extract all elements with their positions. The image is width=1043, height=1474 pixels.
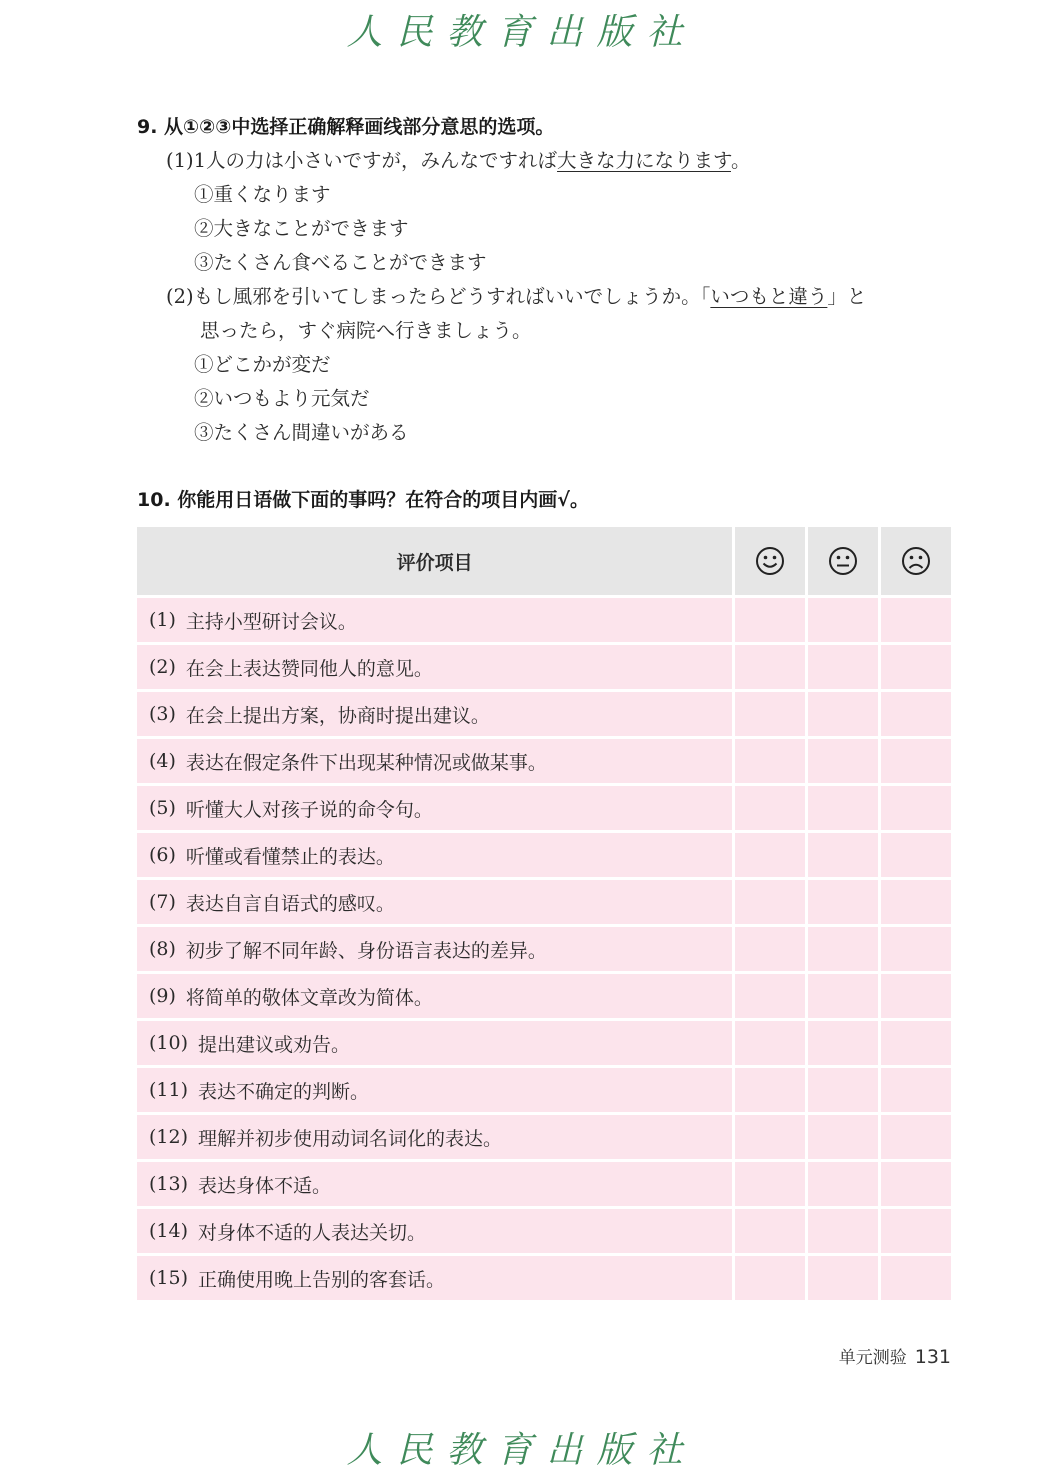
neutral-face-icon	[828, 546, 858, 576]
q9-part1-underlined: 大きな力になります	[557, 149, 731, 172]
check-cell-poor[interactable]	[881, 1162, 951, 1206]
page-footer	[839, 1343, 951, 1368]
check-cell-good[interactable]	[735, 598, 805, 642]
check-cell-good[interactable]	[735, 880, 805, 924]
check-cell-good[interactable]	[735, 1021, 805, 1065]
check-cell-poor[interactable]	[881, 927, 951, 971]
check-cell-ok[interactable]	[808, 786, 878, 830]
check-cell-poor[interactable]	[881, 1256, 951, 1300]
check-cell-ok[interactable]	[808, 598, 878, 642]
item-label: (2) 在会上表达赞同他人的意见。	[137, 645, 732, 689]
item-label: (4) 表达在假定条件下出现某种情况或做某事。	[137, 739, 732, 783]
check-cell-good[interactable]	[735, 1162, 805, 1206]
item-label: (15) 正确使用晚上告别的客套话。	[137, 1256, 732, 1300]
check-cell-ok[interactable]	[808, 1115, 878, 1159]
q9-part2-option-3: ③たくさん間違いがある	[194, 421, 409, 444]
question-10-title: 10. 你能用日语做下面的事吗？在符合的项目内画√。	[137, 489, 589, 511]
check-cell-ok[interactable]	[808, 692, 878, 736]
check-cell-ok[interactable]	[808, 927, 878, 971]
q9-part1-sentence: (1)1人の力は小さいですが，みんなですれば大きな力になります。	[166, 149, 751, 172]
check-cell-poor[interactable]	[881, 739, 951, 783]
table-row	[137, 1162, 951, 1206]
publisher-watermark-top: 人民教育出版社	[346, 12, 697, 53]
self-evaluation-table	[137, 527, 951, 1303]
item-label: (10) 提出建议或劝告。	[137, 1021, 732, 1065]
check-cell-ok[interactable]	[808, 833, 878, 877]
check-cell-good[interactable]	[735, 833, 805, 877]
check-cell-good[interactable]	[735, 1068, 805, 1112]
table-row	[137, 598, 951, 642]
frown-face-icon	[901, 546, 931, 576]
check-cell-good[interactable]	[735, 1256, 805, 1300]
smile-icon	[755, 546, 785, 576]
item-label: (8) 初步了解不同年龄、身份语言表达的差异。	[137, 927, 732, 971]
item-label: (1) 主持小型研讨会议。	[137, 598, 732, 642]
item-label: (9) 将简单的敬体文章改为简体。	[137, 974, 732, 1018]
q9-part2-underlined: いつもと違う	[710, 285, 828, 308]
item-label: (13) 表达身体不适。	[137, 1162, 732, 1206]
neutral-column-header	[808, 527, 878, 595]
check-cell-ok[interactable]	[808, 880, 878, 924]
check-cell-poor[interactable]	[881, 692, 951, 736]
publisher-watermark-bottom: 人民教育出版社	[346, 1430, 697, 1471]
check-cell-poor[interactable]	[881, 1115, 951, 1159]
table-row	[137, 1115, 951, 1159]
item-label: (3) 在会上提出方案，协商时提出建议。	[137, 692, 732, 736]
table-row	[137, 1209, 951, 1253]
check-cell-good[interactable]	[735, 645, 805, 689]
table-header-row	[137, 527, 951, 595]
check-cell-good[interactable]	[735, 786, 805, 830]
check-cell-ok[interactable]	[808, 1162, 878, 1206]
table-row	[137, 880, 951, 924]
q9-part1-option-3: ③たくさん食べることができます	[194, 251, 487, 274]
table-row	[137, 1021, 951, 1065]
check-cell-ok[interactable]	[808, 974, 878, 1018]
table-row	[137, 645, 951, 689]
item-label: (6) 听懂或看懂禁止的表达。	[137, 833, 732, 877]
check-cell-poor[interactable]	[881, 1209, 951, 1253]
check-cell-poor[interactable]	[881, 1068, 951, 1112]
check-cell-poor[interactable]	[881, 880, 951, 924]
question-9-title: 9. 从①②③中选择正确解释画线部分意思的选项。	[137, 116, 555, 138]
table-row	[137, 786, 951, 830]
smile-column-header	[735, 527, 805, 595]
check-cell-poor[interactable]	[881, 974, 951, 1018]
check-cell-good[interactable]	[735, 1209, 805, 1253]
check-cell-good[interactable]	[735, 739, 805, 783]
table-row	[137, 1256, 951, 1300]
table-header-label: 评价项目	[137, 527, 732, 595]
item-label: (5) 听懂大人对孩子说的命令句。	[137, 786, 732, 830]
table-row	[137, 739, 951, 783]
item-label: (7) 表达自言自语式的感叹。	[137, 880, 732, 924]
q9-part2-option-2: ②いつもより元気だ	[194, 387, 370, 410]
table-row	[137, 692, 951, 736]
check-cell-good[interactable]	[735, 692, 805, 736]
check-cell-good[interactable]	[735, 974, 805, 1018]
item-label: (12) 理解并初步使用动词名词化的表达。	[137, 1115, 732, 1159]
check-cell-poor[interactable]	[881, 1021, 951, 1065]
check-cell-ok[interactable]	[808, 739, 878, 783]
check-cell-ok[interactable]	[808, 1209, 878, 1253]
q9-part1-option-2: ②大きなことができます	[194, 217, 409, 240]
page-number: 131	[914, 1346, 951, 1368]
frown-column-header	[881, 527, 951, 595]
table-row	[137, 927, 951, 971]
check-cell-poor[interactable]	[881, 786, 951, 830]
check-cell-poor[interactable]	[881, 598, 951, 642]
check-cell-ok[interactable]	[808, 1021, 878, 1065]
table-row	[137, 974, 951, 1018]
check-cell-ok[interactable]	[808, 1068, 878, 1112]
check-cell-poor[interactable]	[881, 833, 951, 877]
q9-part1-option-1: ①重くなります	[194, 183, 331, 206]
check-cell-ok[interactable]	[808, 1256, 878, 1300]
section-label: 单元测验	[838, 1348, 907, 1368]
q9-part2-option-1: ①どこかが変だ	[194, 353, 331, 376]
item-label: (14) 对身体不适的人表达关切。	[137, 1209, 732, 1253]
table-row	[137, 833, 951, 877]
check-cell-poor[interactable]	[881, 645, 951, 689]
q9-part2-sentence-line2: 思ったら，すぐ病院へ行きましょう。	[200, 319, 532, 342]
check-cell-good[interactable]	[735, 1115, 805, 1159]
check-cell-ok[interactable]	[808, 645, 878, 689]
table-row	[137, 1068, 951, 1112]
check-cell-good[interactable]	[735, 927, 805, 971]
q9-part2-sentence: (2)もし風邪を引いてしまったらどうすればいいでしょうか。「いつもと違う」と	[166, 285, 867, 308]
item-label: (11) 表达不确定的判断。	[137, 1068, 732, 1112]
